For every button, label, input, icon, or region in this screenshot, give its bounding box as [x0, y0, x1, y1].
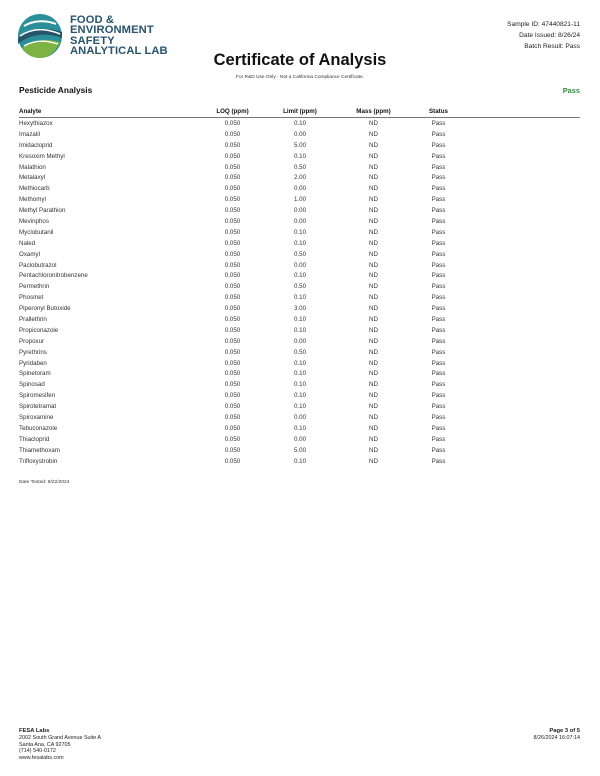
cell-status: Pass	[431, 457, 446, 465]
cell-limit: 0.10	[293, 424, 307, 432]
cell-limit: 0.10	[293, 228, 307, 236]
cell-loq: 0.050	[224, 359, 241, 367]
cell-limit: 0.00	[293, 207, 307, 215]
cell-mass: ND	[369, 228, 378, 236]
cell-spacer	[460, 303, 580, 314]
table-row	[19, 456, 580, 467]
cell-limit: 0.00	[293, 435, 307, 443]
sample-meta	[507, 19, 580, 52]
header-limit: Limit (ppm)	[270, 106, 330, 118]
cell-spacer	[460, 227, 580, 238]
cell-mass: ND	[369, 217, 378, 225]
cell-spacer	[460, 401, 580, 412]
cell-loq: 0.050	[224, 424, 241, 432]
table-row	[19, 216, 580, 227]
cell-limit: 0.10	[293, 392, 307, 400]
cell-analyte: Imazalil	[19, 130, 40, 138]
cell-analyte: Permethrin	[19, 283, 50, 291]
cell-status: Pass	[431, 207, 446, 215]
cell-loq: 0.050	[224, 446, 241, 454]
cell-status: Pass	[431, 141, 446, 149]
cell-limit: 0.10	[293, 294, 307, 302]
footer-org: FESA Labs	[19, 728, 50, 734]
logo-line: FOOD &	[70, 14, 115, 26]
cell-mass: ND	[369, 337, 378, 345]
cell-limit: 1.00	[293, 196, 307, 204]
cell-mass: ND	[369, 315, 378, 323]
table-row	[19, 368, 580, 379]
cell-analyte: Spinosad	[19, 381, 45, 389]
table-row	[19, 423, 580, 434]
page-number: Page 3 of 5	[549, 728, 580, 734]
cell-spacer	[460, 423, 580, 434]
cell-status: Pass	[431, 228, 446, 236]
cell-status: Pass	[431, 196, 446, 204]
date-issued: Date Issued: 8/26/24	[519, 32, 580, 39]
cell-spacer	[460, 358, 580, 369]
cell-limit: 5.00	[293, 141, 307, 149]
header-loq: LOQ (ppm)	[195, 106, 270, 118]
table-row	[19, 162, 580, 173]
header-spacer	[460, 106, 580, 118]
cell-analyte: Spiroxamine	[19, 413, 54, 421]
table-row	[19, 336, 580, 347]
table-row	[19, 292, 580, 303]
cell-spacer	[460, 347, 580, 358]
table-row	[19, 270, 580, 281]
cell-mass: ND	[369, 392, 378, 400]
cell-status: Pass	[431, 119, 446, 127]
cell-status: Pass	[431, 152, 446, 160]
cell-spacer	[460, 172, 580, 183]
cell-limit: 0.50	[293, 250, 307, 258]
cell-limit: 0.00	[293, 413, 307, 421]
cell-mass: ND	[369, 272, 378, 280]
table-row	[19, 325, 580, 336]
cell-mass: ND	[369, 305, 378, 313]
cell-loq: 0.050	[224, 305, 241, 313]
cell-mass: ND	[369, 370, 378, 378]
cell-limit: 5.00	[293, 446, 307, 454]
cell-analyte: Pentachloronitrobenzene	[19, 272, 88, 280]
cell-loq: 0.050	[224, 119, 241, 127]
cell-limit: 0.00	[293, 130, 307, 138]
cell-status: Pass	[431, 163, 446, 171]
cell-analyte: Thiacloprid	[19, 435, 50, 443]
cell-spacer	[460, 238, 580, 249]
cell-spacer	[460, 412, 580, 423]
cell-mass: ND	[369, 283, 378, 291]
cell-spacer	[460, 325, 580, 336]
cell-mass: ND	[369, 152, 378, 160]
cell-loq: 0.050	[224, 217, 241, 225]
footer-timestamp: 8/26/2024 16:07:14	[533, 735, 580, 742]
section-result-badge: Pass	[562, 86, 580, 95]
cell-analyte: Pyrethrins	[19, 348, 47, 356]
header-status: Status	[417, 106, 460, 118]
table-header-row	[19, 106, 580, 118]
footer-website-link[interactable]: www.fesalabs.com	[19, 754, 64, 761]
cell-limit: 0.10	[293, 359, 307, 367]
table-row	[19, 238, 580, 249]
cell-analyte: Prallethrin	[19, 315, 47, 323]
page-subtitle: For R&D Use Only · Not a California Compliance Certificate.	[236, 75, 364, 80]
footer-address	[19, 728, 101, 761]
cell-status: Pass	[431, 305, 446, 313]
section-title: Pesticide Analysis	[19, 85, 93, 95]
cell-analyte: Oxamyl	[19, 250, 40, 258]
table-row	[19, 390, 580, 401]
cell-status: Pass	[431, 239, 446, 247]
cell-limit: 3.00	[293, 305, 307, 313]
cell-loq: 0.050	[224, 392, 241, 400]
cell-status: Pass	[431, 424, 446, 432]
cell-spacer	[460, 205, 580, 216]
cell-mass: ND	[369, 239, 378, 247]
footer-phone: (714) 540-0172	[19, 748, 56, 755]
cell-mass: ND	[369, 163, 378, 171]
table-row	[19, 281, 580, 292]
cell-analyte: Spinetoram	[19, 370, 51, 378]
page-title: Certificate of Analysis	[213, 51, 387, 69]
date-tested: Date Tested: 8/22/2024	[19, 480, 70, 485]
table-row	[19, 303, 580, 314]
cell-mass: ND	[369, 207, 378, 215]
cell-mass: ND	[369, 250, 378, 258]
cell-analyte: Paclobutrazol	[19, 261, 57, 269]
cell-mass: ND	[369, 424, 378, 432]
cell-mass: ND	[369, 196, 378, 204]
table-row	[19, 347, 580, 358]
cell-status: Pass	[431, 370, 446, 378]
cell-status: Pass	[431, 174, 446, 182]
cell-status: Pass	[431, 413, 446, 421]
cell-status: Pass	[431, 403, 446, 411]
cell-loq: 0.050	[224, 250, 241, 258]
cell-spacer	[460, 368, 580, 379]
cell-mass: ND	[369, 348, 378, 356]
cell-analyte: Spirotetramat	[19, 403, 57, 411]
table-row	[19, 401, 580, 412]
cell-limit: 0.50	[293, 283, 307, 291]
cell-limit: 0.00	[293, 261, 307, 269]
cell-loq: 0.050	[224, 403, 241, 411]
cell-loq: 0.050	[224, 239, 241, 247]
cell-spacer	[460, 445, 580, 456]
cell-mass: ND	[369, 119, 378, 127]
cell-limit: 0.10	[293, 381, 307, 389]
cell-status: Pass	[431, 250, 446, 258]
cell-limit: 0.10	[293, 326, 307, 334]
cell-mass: ND	[369, 457, 378, 465]
batch-result: Batch Result: Pass	[524, 43, 580, 50]
cell-analyte: Propoxur	[19, 337, 45, 345]
cell-mass: ND	[369, 413, 378, 421]
cell-spacer	[460, 249, 580, 260]
table-row	[19, 379, 580, 390]
cell-status: Pass	[431, 381, 446, 389]
cell-status: Pass	[431, 392, 446, 400]
table-row	[19, 412, 580, 423]
cell-analyte: Thiamethoxam	[19, 446, 60, 454]
cell-loq: 0.050	[224, 185, 241, 193]
cell-loq: 0.050	[224, 141, 241, 149]
cell-mass: ND	[369, 294, 378, 302]
cell-limit: 0.10	[293, 152, 307, 160]
header-mass: Mass (ppm)	[330, 106, 417, 118]
cell-loq: 0.050	[224, 174, 241, 182]
cell-analyte: Piperonyl Butoxide	[19, 305, 71, 313]
cell-status: Pass	[431, 217, 446, 225]
cell-analyte: Methiocarb	[19, 185, 50, 193]
cell-loq: 0.050	[224, 130, 241, 138]
cell-loq: 0.050	[224, 283, 241, 291]
cell-analyte: Phosmet	[19, 294, 44, 302]
cell-mass: ND	[369, 381, 378, 389]
cell-limit: 0.10	[293, 457, 307, 465]
cell-analyte: Kresoxim Methyl	[19, 152, 65, 160]
table-body	[19, 118, 580, 467]
cell-limit: 0.10	[293, 370, 307, 378]
cell-status: Pass	[431, 272, 446, 280]
cell-limit: 0.50	[293, 348, 307, 356]
cell-analyte: Imidacloprid	[19, 141, 53, 149]
cell-limit: 2.00	[293, 174, 307, 182]
cell-limit: 0.10	[293, 315, 307, 323]
cell-analyte: Methomyl	[19, 196, 46, 204]
cell-spacer	[460, 379, 580, 390]
cell-limit: 0.10	[293, 239, 307, 247]
cell-spacer	[460, 162, 580, 173]
table-row	[19, 172, 580, 183]
cell-limit: 0.00	[293, 337, 307, 345]
cell-spacer	[460, 194, 580, 205]
cell-limit: 0.00	[293, 217, 307, 225]
table-row	[19, 227, 580, 238]
cell-status: Pass	[431, 326, 446, 334]
cell-spacer	[460, 292, 580, 303]
table-row	[19, 314, 580, 325]
cell-loq: 0.050	[224, 435, 241, 443]
cell-loq: 0.050	[224, 348, 241, 356]
cell-loq: 0.050	[224, 315, 241, 323]
cell-spacer	[460, 270, 580, 281]
cell-spacer	[460, 314, 580, 325]
cell-status: Pass	[431, 435, 446, 443]
footer-page-info	[534, 728, 580, 742]
cell-spacer	[460, 151, 580, 162]
cell-mass: ND	[369, 130, 378, 138]
cell-mass: ND	[369, 326, 378, 334]
table-row	[19, 358, 580, 369]
cell-status: Pass	[431, 185, 446, 193]
logo-line: ENVIRONMENT	[70, 24, 154, 37]
header-analyte: Analyte	[19, 106, 195, 118]
table-row	[19, 205, 580, 216]
table-row	[19, 194, 580, 205]
cell-analyte: Hexythiazox	[19, 119, 53, 127]
cell-loq: 0.050	[224, 152, 241, 160]
cell-spacer	[460, 183, 580, 194]
cell-status: Pass	[431, 446, 446, 454]
cell-analyte: Malathion	[19, 163, 46, 171]
cell-analyte: Propiconazole	[19, 326, 59, 334]
cell-spacer	[460, 456, 580, 467]
cell-spacer	[460, 118, 580, 129]
cell-loq: 0.050	[224, 196, 241, 204]
cell-limit: 0.10	[293, 272, 307, 280]
cell-spacer	[460, 390, 580, 401]
table-row	[19, 118, 580, 129]
cell-loq: 0.050	[224, 163, 241, 171]
cell-loq: 0.050	[224, 228, 241, 236]
cell-mass: ND	[369, 174, 378, 182]
cell-spacer	[460, 336, 580, 347]
cell-status: Pass	[431, 294, 446, 302]
cell-limit: 0.10	[293, 403, 307, 411]
cell-loq: 0.050	[224, 457, 241, 465]
cell-loq: 0.050	[224, 207, 241, 215]
cell-status: Pass	[431, 261, 446, 269]
cell-spacer	[460, 140, 580, 151]
cell-loq: 0.050	[224, 381, 241, 389]
pesticide-table	[19, 106, 580, 467]
cell-loq: 0.050	[224, 294, 241, 302]
table-row	[19, 140, 580, 151]
logo-line: SAFETY	[70, 34, 115, 47]
cell-status: Pass	[431, 130, 446, 138]
table-row	[19, 445, 580, 456]
cell-spacer	[460, 434, 580, 445]
footer-address-line-2: Santa Ana, CA 92705	[19, 741, 71, 748]
cell-analyte: Naled	[19, 239, 36, 247]
cell-status: Pass	[431, 315, 446, 323]
cell-mass: ND	[369, 141, 378, 149]
table-row	[19, 434, 580, 445]
cell-status: Pass	[431, 337, 446, 345]
logo-line: ANALYTICAL LAB	[70, 45, 168, 58]
cell-status: Pass	[431, 348, 446, 356]
cell-status: Pass	[431, 283, 446, 291]
cell-analyte: Myclobutanil	[19, 228, 54, 236]
cell-analyte: Tebuconazole	[19, 424, 58, 432]
cell-analyte: Spiromesifen	[19, 392, 56, 400]
cell-loq: 0.050	[224, 337, 241, 345]
cell-spacer	[460, 281, 580, 292]
cell-mass: ND	[369, 446, 378, 454]
cell-analyte: Trifloxystrobin	[19, 457, 58, 465]
footer-address-line-1: 2002 South Grand Avenue Suite A	[19, 735, 102, 742]
cell-mass: ND	[369, 435, 378, 443]
cell-loq: 0.050	[224, 370, 241, 378]
cell-analyte: Methyl Parathion	[19, 207, 66, 215]
cell-mass: ND	[369, 359, 378, 367]
cell-limit: 0.00	[293, 185, 307, 193]
table-row	[19, 260, 580, 271]
cell-spacer	[460, 260, 580, 271]
cell-mass: ND	[369, 185, 378, 193]
sample-id: Sample ID: 47440821-11	[507, 21, 580, 28]
table-row	[19, 183, 580, 194]
cell-limit: 0.50	[293, 163, 307, 171]
cell-loq: 0.050	[224, 261, 241, 269]
cell-mass: ND	[369, 261, 378, 269]
cell-analyte: Pyridaben	[19, 359, 47, 367]
cell-analyte: Metalaxyl	[19, 174, 46, 182]
cell-analyte: Mevinphos	[19, 217, 49, 225]
cell-status: Pass	[431, 359, 446, 367]
cell-spacer	[460, 129, 580, 140]
table-row	[19, 129, 580, 140]
cell-loq: 0.050	[224, 326, 241, 334]
cell-spacer	[460, 216, 580, 227]
table-row	[19, 249, 580, 260]
cell-loq: 0.050	[224, 272, 241, 280]
cell-mass: ND	[369, 403, 378, 411]
cell-loq: 0.050	[224, 413, 241, 421]
table-row	[19, 151, 580, 162]
cell-limit: 0.10	[293, 119, 307, 127]
